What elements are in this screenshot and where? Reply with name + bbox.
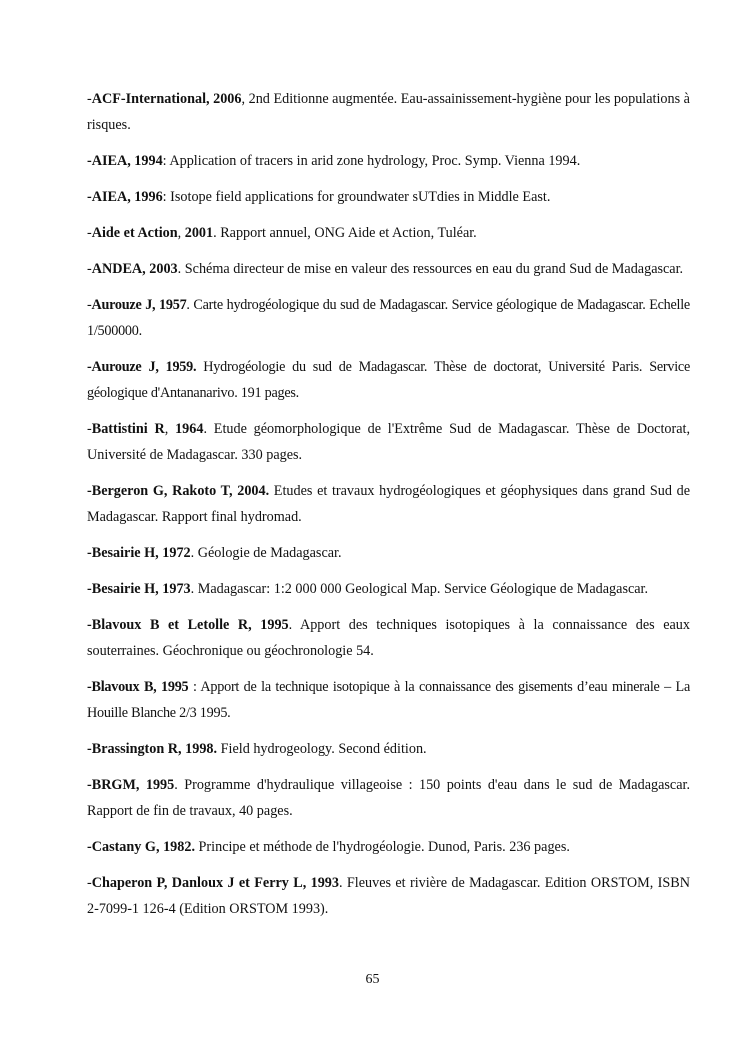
reference-entry: -BRGM, 1995. Programme d'hydraulique villageoise : 150 points d'eau dans le sud de Madagascar. Rapport de fin de travaux, 40 pages. [87,777,690,819]
reference-entry: -ACF-International, 2006, 2nd Editionne augmentée. Eau-assainissement-hygiène pour les populations à risques. [87,91,690,133]
reference-author: Battistini R [91,421,165,437]
reference-author: -Besairie H, 1973 [87,581,191,597]
reference-entry: -AIEA, 1996: Isotope field applications for groundwater sUTdies in Middle East. [87,189,551,205]
reference-author: Chaperon P, Danloux J et Ferry L, 1993 [91,875,339,891]
reference-author: -Bergeron G, Rakoto T, 2004. [87,483,270,499]
reference-author: -AIEA, 1996 [87,189,163,205]
reference-author: -Blavoux B et Letolle R, 1995 [87,617,289,633]
reference-year: 2001 [184,225,214,241]
reference-entry: -AIEA, 1994: Application of tracers in arid zone hydrology, Proc. Symp. Vienna 1994. [87,153,581,169]
reference-author: -AIEA, 1994 [87,153,163,169]
reference-author: ANDEA, 2003 [91,261,178,277]
reference-author: -Blavoux B, 1995 [87,679,189,695]
reference-entry: -Besairie H, 1973. Madagascar: 1:2 000 000 Geological Map. Service Géologique de Madagascar. [87,581,649,597]
reference-author: ACF-International, 2006 [91,91,242,107]
reference-entry: -Brassington R, 1998. Field hydrogeology. Second édition. [87,741,427,757]
reference-list [87,86,690,932]
reference-entry: -ANDEA, 2003. Schéma directeur de mise en valeur des ressources en eau du grand Sud de Madagascar. [87,261,684,277]
reference-entry: -Castany G, 1982. Principe et méthode de l'hydrogéologie. Dunod, Paris. 236 pages. [87,839,570,855]
reference-year: 1964 [175,421,204,437]
reference-entry: -Battistini R, 1964. Etude géomorphologique de l'Extrême Sud de Madagascar. Thèse de Doctorat, Université de Madagascar. 330 pages. [87,421,691,463]
reference-entry: -Besairie H, 1972. Géologie de Madagascar. [87,545,342,561]
reference-author: Aide et Action [91,225,178,241]
reference-entry: -Aurouze J, 1959. Hydrogéologie du sud de Madagascar. Thèse de doctorat, Université Paris. Service géologique d'Antananarivo. 191 pages. [87,359,690,401]
reference-author: Aurouze J, 1957 [91,297,187,313]
page-number: 65 [365,972,380,987]
reference-author: -Castany G, 1982. [87,839,195,855]
reference-entry: -Blavoux B, 1995 : Apport de la technique isotopique à la connaissance des gisements d’eau minerale – La Houille Blanche 2/3 1995. [87,679,690,721]
reference-entry: -Chaperon P, Danloux J et Ferry L, 1993. Fleuves et rivière de Madagascar. Edition ORSTOM, ISBN 2-7099-1 126-4 (Edition ORSTOM 1993). [87,875,690,917]
reference-entry: -Bergeron G, Rakoto T, 2004. Etudes et travaux hydrogéologiques et géophysiques dans grand Sud de Madagascar. Rapport final hydromad. [87,483,690,525]
reference-author: -BRGM, 1995 [87,777,175,793]
reference-author: -Besairie H, 1972 [87,545,191,561]
reference-author: -Brassington R, 1998. [87,741,218,757]
reference-entry: -Aurouze J, 1957. Carte hydrogéologique du sud de Madagascar. Service géologique de Madagascar. Echelle 1/500000. [87,297,690,339]
reference-entry: -Aide et Action, 2001. Rapport annuel, ONG Aide et Action, Tuléar. [87,225,477,241]
reference-entry: -Blavoux B et Letolle R, 1995. Apport des techniques isotopiques à la connaissance des eaux souterraines. Géochronique ou géochronologie 54. [87,617,690,659]
reference-author: -Aurouze J, 1959. [87,359,197,375]
